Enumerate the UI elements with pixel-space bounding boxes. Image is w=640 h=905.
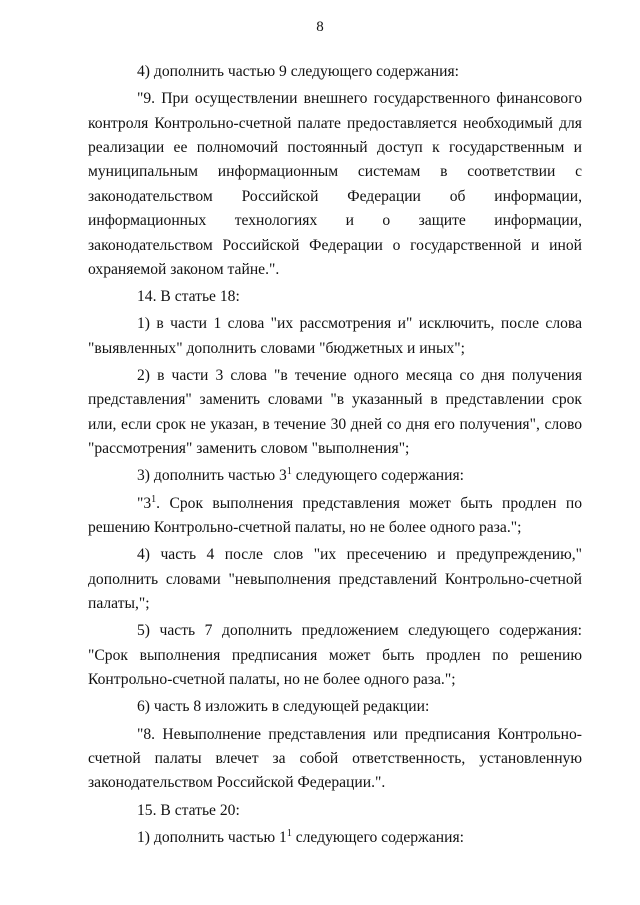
paragraph-article-18-item-2: 2) в части 3 слова "в течение одного месяца со дня получения представления" заменить словами "в указанный в представлении срок или, если срок не указан, в течение 30 дней со дня его получения", слово "рассмотрения" заменить словом "выполнения";	[88, 367, 582, 458]
paragraph-article-18-item-5: 5) часть 7 дополнить предложением следующего содержания: "Срок выполнения предписания может быть продлен по решению Контрольно-счетной палаты, но не более одного раза.";	[88, 622, 582, 689]
paragraph-article-20-heading: 15. В статье 20:	[137, 801, 240, 819]
superscript: 1	[151, 493, 157, 505]
paragraph-text: . Срок выполнения представления может быть продлен по решению Контрольно-счетной палаты, но не более одного раза.";	[88, 494, 582, 537]
paragraph-part-3-1-text	[88, 492, 582, 541]
paragraph-article-18-item-3	[88, 464, 582, 488]
superscript: 1	[286, 827, 292, 839]
page-number: 8	[316, 19, 324, 35]
paragraph-article-18-heading: 14. В статье 18:	[137, 288, 240, 306]
paragraph-text: "3	[137, 494, 152, 512]
paragraph-article-20-item-1	[88, 826, 582, 850]
paragraph-text: следующего содержания:	[291, 828, 464, 846]
paragraph-article-18-item-1: 1) в части 1 слова "их рассмотрения и" исключить, после слова "выявленных" дополнить словами "бюджетных и иных";	[88, 315, 582, 357]
paragraph-text: следующего содержания:	[291, 467, 464, 485]
paragraph-text: 3) дополнить частью 3	[137, 467, 287, 485]
superscript: 1	[286, 466, 292, 478]
paragraph-part-9-text: "9. При осуществлении внешнего государственного финансового контроля Контрольно-счетной палате предоставляется необходимый для реализации ее полномочий постоянный доступ к государственным и муниципальным информационным системам в соответствии с законодательством Российской Федерации об информации, информационных технологиях и о защите информации, законодательством Российской Федерации о государственной и иной охраняемой законом тайне.".	[88, 90, 582, 279]
paragraph-part-8-text: "8. Невыполнение представления или предписания Контрольно-счетной палаты влечет за собой ответственность, установленную законодательством Российской Федерации.".	[88, 725, 582, 792]
paragraph-article-18-item-6: 6) часть 8 изложить в следующей редакции:	[137, 698, 430, 716]
paragraph-article-18-item-4: 4) часть 4 после слов "их пресечению и предупреждению," дополнить словами "невыполнения представлений Контрольно-счетной палаты,";	[88, 546, 582, 613]
paragraph-amendment-part-9-intro: 4) дополнить частью 9 следующего содержания:	[137, 63, 459, 80]
paragraph-text: 1) дополнить частью 1	[137, 828, 287, 846]
document-body	[88, 60, 582, 850]
